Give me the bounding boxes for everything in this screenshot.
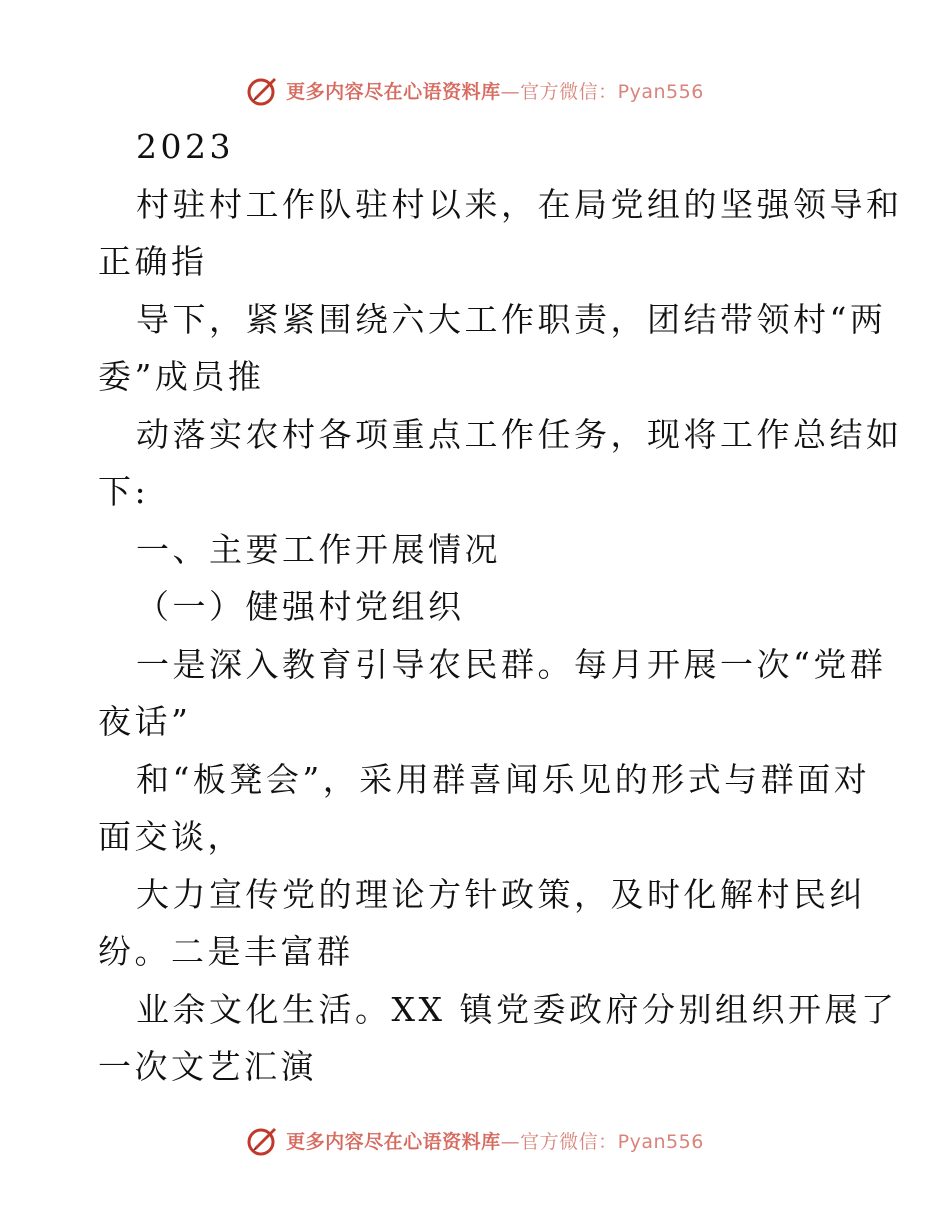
body-line: 委”成员推: [98, 357, 265, 396]
watermark-separator: —: [500, 1130, 521, 1153]
body-line: 和“板凳会”，采用群喜闻乐见的形式与群面对: [136, 759, 871, 799]
body-line: 大力宣传党的理论方针政策，及时化解村民纠: [136, 874, 866, 914]
body-line: 一次文艺汇演: [98, 1047, 317, 1086]
watermark-text: [286, 1127, 704, 1154]
body-line: 下:: [98, 472, 150, 511]
watermark-brand: 更多内容尽在心语资料库: [286, 80, 501, 103]
body-line: 2023: [136, 127, 234, 166]
body-line: 导下，紧紧围绕六大工作职责，团结带领村“两: [136, 299, 887, 339]
pen-logo-icon: [246, 73, 280, 107]
subsection-heading: （一）健强村党组织: [136, 587, 465, 626]
body-line: 一是深入教育引导农民群。每月开展一次“党群: [136, 644, 887, 684]
body-line: 面交谈，: [98, 817, 244, 856]
body-line: 业余文化生活。XX 镇党委政府分别组织开展了: [136, 989, 898, 1029]
section-heading: 一、主要工作开展情况: [136, 529, 501, 569]
body-line: 正确指: [98, 242, 208, 281]
watermark-contact: 官方微信：Pyan556: [520, 80, 704, 103]
header-watermark: [0, 70, 950, 110]
watermark-contact: 官方微信：Pyan556: [520, 1130, 704, 1153]
body-line: 动落实农村各项重点工作任务，现将工作总结如: [136, 414, 903, 454]
body-line: 纷。二是丰富群: [98, 932, 354, 971]
body-line: 夜话”: [98, 702, 192, 741]
document-body: [98, 118, 903, 1096]
watermark-separator: —: [500, 80, 521, 103]
watermark-text: [286, 77, 704, 104]
body-line: 村驻村工作队驻村以来，在局党组的坚强领导和: [136, 184, 903, 224]
footer-watermark: [0, 1120, 950, 1160]
pen-logo-icon: [246, 1123, 280, 1157]
watermark-brand: 更多内容尽在心语资料库: [286, 1130, 501, 1153]
